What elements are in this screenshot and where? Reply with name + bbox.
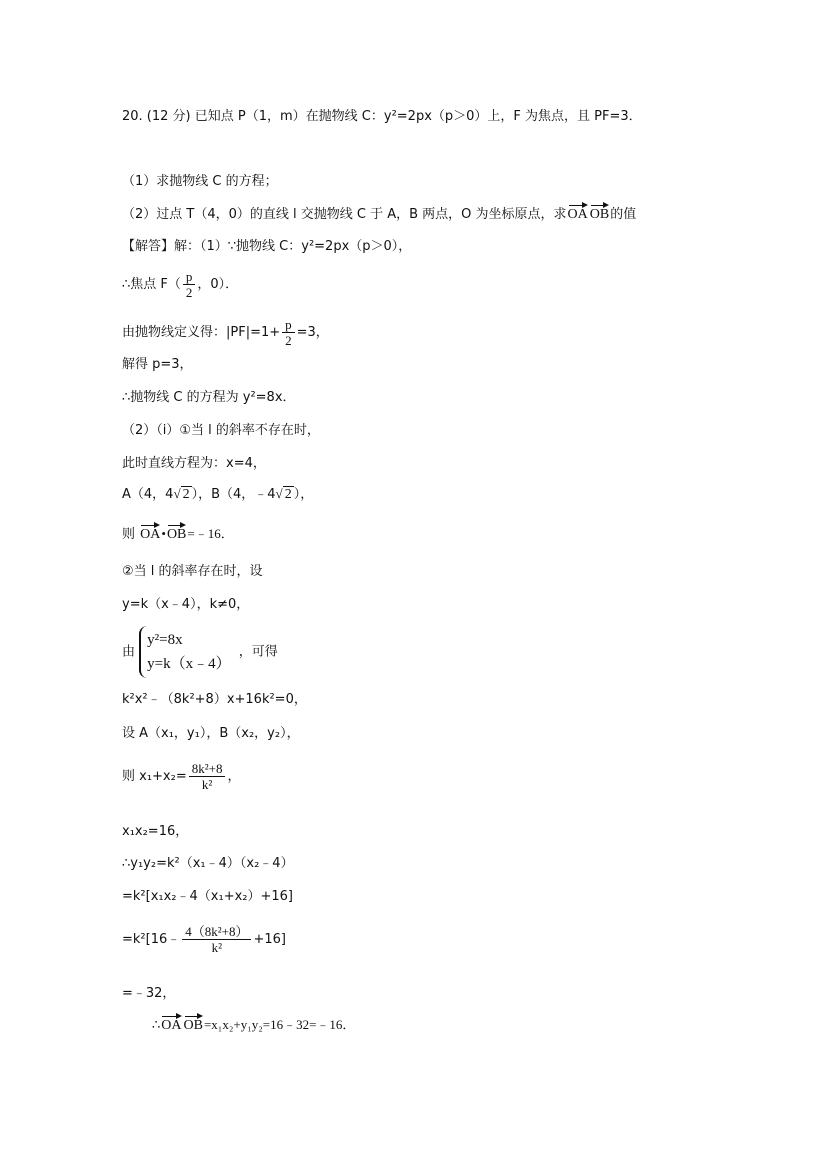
solution-line-12 [122, 626, 278, 678]
sqrt-2: √ 2 [173, 486, 190, 502]
focus-label: ∴焦点 F（ [122, 277, 181, 292]
fraction-p-over-2 [183, 270, 196, 299]
vector-oa: OA [568, 202, 588, 222]
expansion-text: =k²[16﹣ [122, 932, 181, 947]
solution-line-4: 解得 p=3， [122, 357, 193, 372]
solution-line-18: =k²[x₁x₂﹣4（x₁+x₂）+16] [122, 889, 293, 904]
solution-line-19 [122, 925, 286, 954]
fraction-denominator: 2 [285, 333, 292, 348]
solution-line-13: k²x²﹣（8k²+8）x+16k²=0， [122, 692, 307, 707]
fraction-sum-roots [189, 762, 226, 791]
radicand: 2 [182, 487, 190, 502]
fraction-p-over-2 [282, 318, 295, 347]
definition-text: 由抛物线定义得：|PF|=1+ [122, 325, 281, 340]
fraction-numerator: p [282, 318, 295, 333]
vector-ob: OB [590, 202, 609, 222]
problem-part-2 [122, 202, 636, 222]
problem-part-1: （1）求抛物线 C 的方程； [122, 174, 278, 189]
equation-system [139, 626, 234, 678]
points-tail: ）， [293, 487, 314, 502]
definition-tail: =3， [296, 325, 329, 340]
point-a-text: A（4，4 [122, 487, 174, 502]
solution-line-1: 【解答】解：（1）∵抛物线 C：y²=2px（p＞0）， [122, 239, 412, 254]
solution-line-6: （2）（i）①当 l 的斜率不存在时， [122, 423, 320, 438]
solution-line-21 [152, 1013, 355, 1033]
expansion-tail: +16] [253, 932, 286, 947]
focus-tail: ，0）． [197, 277, 239, 292]
final-result: =x₁x₂+y₁y₂=16﹣32=﹣16． [203, 1017, 356, 1032]
then-text: 则 [122, 527, 140, 542]
system-equation-2: y=k（x﹣4） [147, 656, 231, 672]
solution-line-8 [122, 487, 313, 502]
solution-line-17: ∴y₁y₂=k²（x₁﹣4）（x₂﹣4） [122, 856, 294, 871]
vector-oa: OA [140, 522, 160, 542]
therefore-symbol: ∴ [152, 1018, 161, 1033]
problem-header: 20. (12 分) 已知点 P（1，m）在抛物线 C：y²=2px（p＞0）上，F 为焦点，且 PF=3． [122, 109, 642, 124]
solution-line-14: 设 A（x₁，y₁），B（x₂，y₂）， [122, 726, 300, 741]
sum-text: 则 x₁+x₂= [122, 769, 187, 784]
solution-line-10: ②当 l 的斜率存在时，设 [122, 564, 263, 579]
vector-ob: OB [184, 1013, 203, 1033]
solution-line-20: =﹣32， [122, 986, 176, 1001]
from-text: 由 [122, 644, 136, 660]
part2-text: （2）过点 T（4，0）的直线 l 交抛物线 C 于 A，B 两点，O 为坐标原点，求 [122, 207, 567, 222]
solution-line-5: ∴抛物线 C 的方程为 y²=8x． [122, 390, 296, 405]
solution-line-3 [122, 318, 329, 347]
fraction-numerator: p [183, 270, 196, 285]
sqrt-2: √ 2 [275, 486, 292, 502]
sum-tail: ， [227, 769, 241, 784]
solution-line-15 [122, 762, 240, 791]
dot-product-symbol: • [161, 526, 166, 541]
vector-ob: OB [167, 522, 186, 542]
fraction-numerator: 4（8k²+8） [182, 925, 251, 940]
solution-line-2 [122, 270, 238, 299]
fraction-numerator: 8k²+8 [189, 762, 226, 777]
radicand: 2 [284, 487, 292, 502]
fraction-expansion [182, 925, 251, 954]
part2-tail: 的值 [610, 207, 637, 222]
fraction-denominator: k² [211, 940, 223, 955]
fraction-denominator: k² [201, 777, 213, 792]
solution-line-9 [122, 522, 234, 542]
system-equation-1: y²=8x [147, 632, 183, 648]
solution-line-11: y=k（x﹣4），k≠0， [122, 597, 250, 612]
fraction-denominator: 2 [185, 285, 193, 300]
solution-line-7: 此时直线方程为：x=4， [122, 456, 266, 471]
obtain-text: ，可得 [238, 644, 278, 660]
solution-line-16: x₁x₂=16， [122, 824, 189, 839]
result-text: =﹣16． [187, 526, 234, 541]
point-b-text: ），B（4，﹣4 [191, 487, 276, 502]
vector-oa: OA [161, 1013, 181, 1033]
